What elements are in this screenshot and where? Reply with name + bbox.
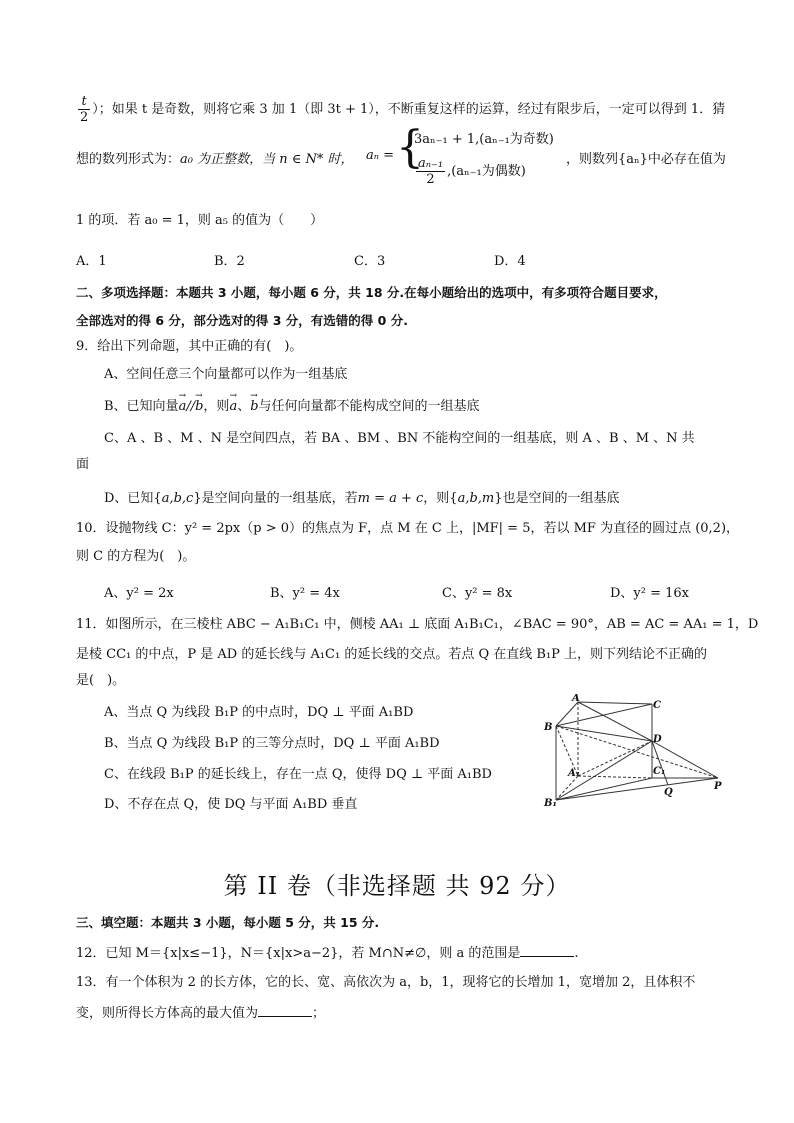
line-bp [556,726,718,778]
frac-numerator: t [78,94,90,110]
label-q: Q [664,787,673,798]
q11-line3: 是( )。 [76,673,126,688]
q8-line2-prefix [76,148,354,167]
label-d: D [653,734,662,745]
edge-ab [556,702,578,726]
q9-option-d [104,490,620,508]
q11-option-d: D、不存在点 Q，使 DQ 与平面 A₁BD 垂直 [104,797,358,812]
line-a1d [578,741,652,776]
label-c: C [653,700,661,711]
q8-line3: 1 的项．若 a₀ = 1，则 a₅ 的值为（ ） [76,213,324,228]
q9-b-post1: ，则 [203,399,230,414]
vector-b-2: → b [250,398,258,416]
q8-line2-b: a₀ 为正整数，当 n ∈ N* 时， [180,152,354,167]
section2-line2: 全部选对的得 6 分，部分选对的得 3 分，有选错的得 0 分. [76,313,408,328]
label-a1: A₁ [568,768,581,779]
case-even-tail: ,(aₙ₋₁为偶数) [447,164,526,179]
q10-line1: 10．设抛物线 C：y² = 2px（p > 0）的焦点为 F，点 M 在 C 上，|MF| = 5，若以 MF 为直径的圆过点 (0,2)， [76,521,740,536]
q9-b-pre: B、已知向量 [104,399,179,414]
q9-b-sep: 、 [237,399,251,414]
vector-a: → a [179,398,187,416]
q8-line2-suffix: ，则数列{aₙ}中必存在值为 [566,152,726,167]
case-even [414,156,526,187]
q9-stem: 9．给出下列命题，其中正确的有( )。 [76,339,303,354]
section2-line1: 二、多项选择题：本题共 3 小题，每小题 6 分，共 18 分.在每小题给出的选项中，有多项符合题目要求， [76,285,667,300]
q8-option-b: B．2 [214,254,245,269]
label-p: P [714,781,722,792]
parallel-sign: // [186,399,196,414]
q9-d-mid2: ，则{ [423,491,458,506]
q11-option-a: A、当点 Q 为线段 B₁P 的中点时，DQ ⊥ 平面 A₁BD [104,705,414,720]
piecewise-brace: { [396,122,424,173]
section3-header: 三、填空题：本题共 3 小题，每小题 5 分，共 15 分. [76,915,380,930]
q9-option-b [104,398,480,416]
q9-d-pre: D、已知{ [104,491,162,506]
q10-option-b: B、y² = 4x [270,586,340,601]
case-even-den: 2 [426,172,435,187]
q8-option-d: D．4 [494,254,526,269]
q9-d-mid: }是空间向量的一组基底，若 [193,491,358,506]
q12-text: 12．已知 M＝{x|x≤−1}，N＝{x|x>a−2}，若 M∩N≠∅，则 a 的范围是 [76,946,521,961]
q8-line1-text: ）；如果 t 是奇数，则将它乘 3 加 1（即 3t + 1），不断重复这样的运算，经过有限步后，一定可以得到 1．猜 [92,102,726,117]
prism-figure [540,694,730,812]
label-b: B [544,722,553,733]
q11-line2: 是棱 CC₁ 的中点，P 是 AD 的延长线与 A₁C₁ 的延长线的交点。若点 Q 在直线 B₁P 上，则下列结论不正确的 [76,647,708,662]
q9-option-a: A、空间任意三个向量都可以作为一组基底 [104,367,348,382]
q13-line2-text: 变，则所得长方体高的最大值为 [76,1006,259,1021]
q13-line2 [76,1004,325,1023]
fraction-t-over-2 [78,94,90,125]
q12-post: . [574,946,579,961]
q10-option-d: D、y² = 16x [610,586,690,601]
q13-line1: 13．有一个体积为 2 的长方体，它的长、宽、高依次为 a，b，1，现将它的长增加 1，宽增加 2，且体积不 [76,975,696,990]
edge-ac [578,702,652,704]
an-label: aₙ = [366,148,395,163]
case-even-num: aₙ₋₁ [418,156,444,171]
q12 [76,944,578,963]
basis-set-1: a,b,c [161,491,194,506]
label-c1: C₁ [653,766,666,777]
q11-line1: 11．如图所示，在三棱柱 ABC − A₁B₁C₁ 中，侧棱 AA₁ ⊥ 底面 A₁B₁C₁，∠BAC = 90°，AB = AC = AA₁ = 1，D [76,617,759,632]
q9-d-post: }也是空间的一组基底 [494,491,620,506]
q9-option-c-line1: C、A 、B 、M 、N 是空间四点，若 BA 、BM 、BN 不能构空间的一组基底，则 A 、B 、M 、N 共 [104,431,695,446]
part2-heading: 第 II 卷（非选择题 共 92 分） [223,872,571,900]
basis-set-2: a,b,m [457,491,495,506]
q9-b-post2: 与任何向量都不能构成空间的一组基底 [258,399,480,414]
q10-option-c: C、y² = 8x [442,586,513,601]
vector-b: → b [195,398,203,416]
vector-equation: m = a + c [357,491,424,506]
edge-a1c1 [578,776,652,778]
q13-answer-blank[interactable] [258,1004,312,1017]
q10-line2: 则 C 的方程为( )。 [76,549,196,564]
q11-option-c: C、在线段 B₁P 的延长线上，存在一点 Q，使得 DQ ⊥ 平面 A₁BD [104,767,492,782]
q12-answer-blank[interactable] [520,944,574,957]
q9-option-c-line2: 面 [76,457,90,472]
q8-line2-a: 想的数列形式为： [76,152,181,167]
edge-bc [556,704,652,726]
case-even-fraction [416,156,445,187]
label-b1: B₁ [544,798,557,809]
q8-line1 [76,94,725,125]
q10-option-a: A、y² = 2x [104,586,174,601]
vector-a-2: → a [229,398,237,416]
q8-option-a: A．1 [76,254,107,269]
q11-option-b: B、当点 Q 为线段 B₁P 的三等分点时，DQ ⊥ 平面 A₁BD [104,736,440,751]
frac-denominator: 2 [80,110,89,125]
case-odd: 3aₙ₋₁ + 1,(aₙ₋₁为奇数) [414,132,554,147]
q13-post: ； [312,1006,326,1021]
label-a: A [572,694,580,704]
q8-option-c: C．3 [354,254,386,269]
